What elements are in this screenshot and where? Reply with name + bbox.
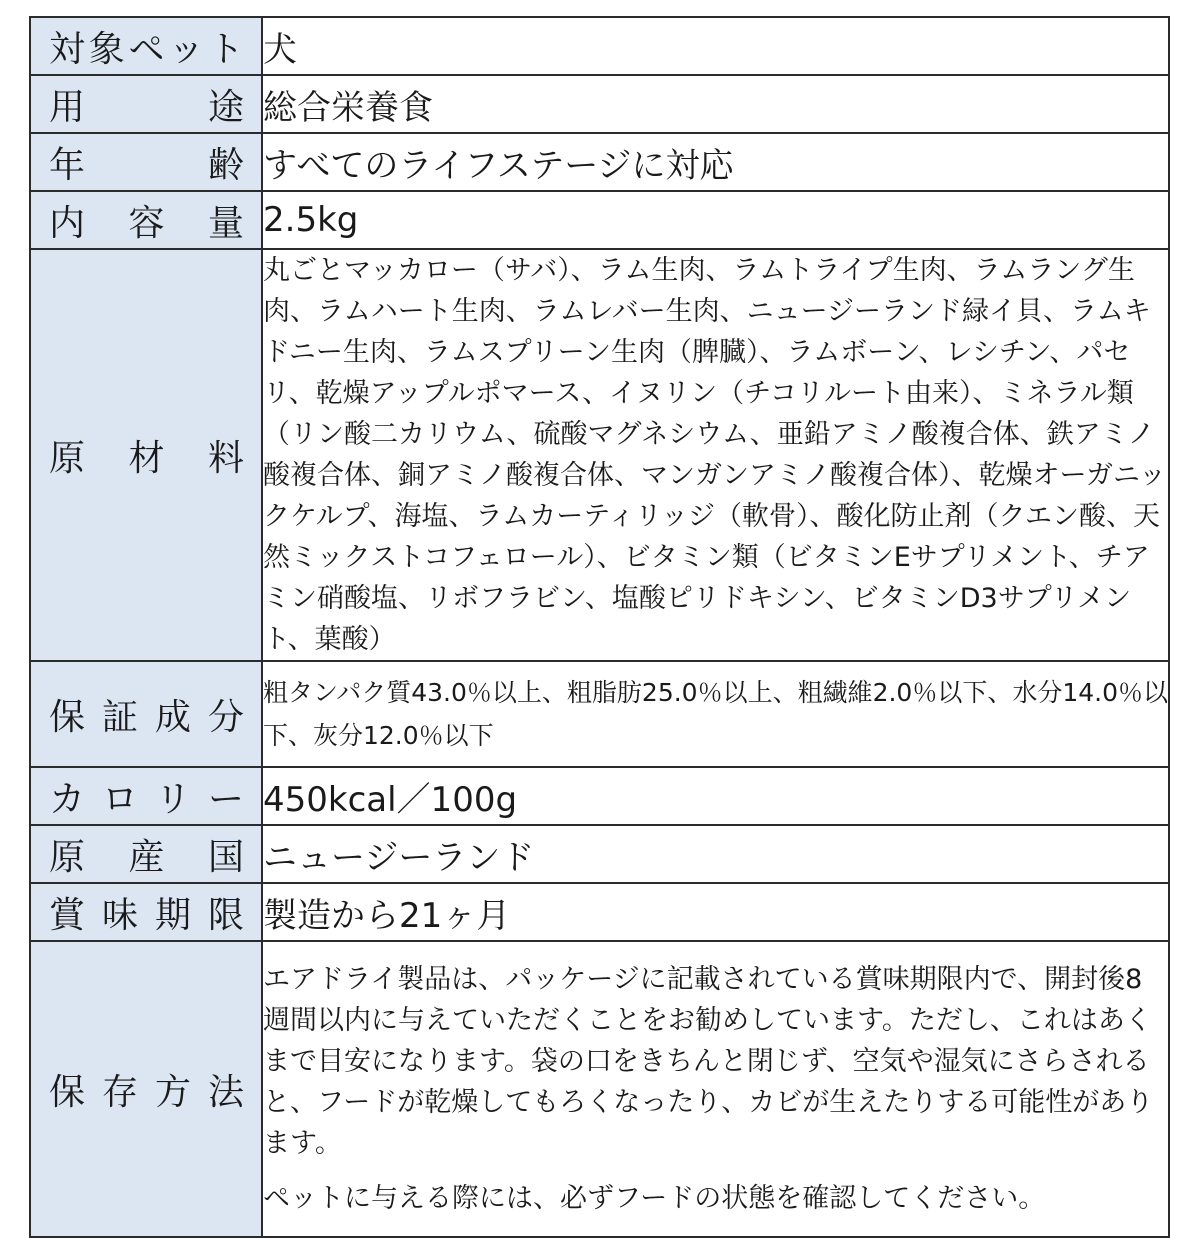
spec-value: 2.5kg	[262, 191, 1169, 249]
spec-label: 原産国	[30, 825, 262, 883]
spec-row-purpose	[30, 75, 1169, 133]
storage-note: ペットに与える際には、必ずフードの状態を確認してください。	[263, 1183, 1046, 1214]
spec-value: 犬	[262, 17, 1169, 75]
spec-row-target-pet	[30, 17, 1169, 75]
spec-row-content	[30, 191, 1169, 249]
spec-row-guaranteed-analysis	[30, 661, 1169, 767]
spec-value: 丸ごとマッカロー（サバ）、ラム生肉、ラムトライプ生肉、ラムラング生肉、ラムハート生肉、ラムレバー生肉、ニュージーランド緑イ貝、ラムキドニー生肉、ラムスプリーン生肉（脾臓）、ラムボーン、レシチン、パセリ、乾燥アップルポマース、イヌリン（チコリルート由来）、ミネラル類（リン酸二カリウム、硫酸マグネシウム、亜鉛アミノ酸複合体、鉄アミノ酸複合体、銅アミノ酸複合体、マンガンアミノ酸複合体）、乾燥オーガニックケルプ、海塩、ラムカーティリッジ（軟骨）、酸化防止剤（クエン酸、天然ミックストコフェロール）、ビタミン類（ビタミンEサプリメント、チアミン硝酸塩、リボフラビン、塩酸ピリドキシン、ビタミンD3サプリメント、葉酸）	[262, 249, 1169, 661]
spec-label: 対象ペット	[30, 17, 262, 75]
spec-value: 製造から21ヶ月	[262, 883, 1169, 941]
spec-label: 内容量	[30, 191, 262, 249]
spec-value: ニュージーランド	[262, 825, 1169, 883]
spec-row-storage	[30, 941, 1169, 1237]
spec-value: 総合栄養食	[262, 75, 1169, 133]
spec-row-best-before	[30, 883, 1169, 941]
spec-row-age	[30, 133, 1169, 191]
spec-row-ingredients	[30, 249, 1169, 661]
storage-instructions: エアドライ製品は、パッケージに記載されている賞味期限内で、開封後8週間以内に与えていただくことをお勧めしています。ただし、これはあくまで目安になります。袋の口をきちんと閉じず、空気や湿気にさらされると、フードが乾燥してもろくなったり、カビが生えたりする可能性があります。	[263, 964, 1154, 1159]
spec-label: 年 齢	[30, 133, 262, 191]
spec-row-calories	[30, 767, 1169, 825]
spec-value: 450kcal／100g	[262, 767, 1169, 825]
spec-value: すべてのライフステージに対応	[262, 133, 1169, 191]
spec-row-origin	[30, 825, 1169, 883]
spec-value: 粗タンパク質43.0％以上、粗脂肪25.0％以上、粗繊維2.0％以下、水分14.0％以下、灰分12.0％以下	[262, 661, 1169, 767]
spec-label: 保証成分	[30, 661, 262, 767]
spec-label: カロリー	[30, 767, 262, 825]
spec-label: 用 途	[30, 75, 262, 133]
spec-label: 賞味期限	[30, 883, 262, 941]
product-spec-table	[29, 16, 1170, 1238]
spec-label: 保存方法	[30, 941, 262, 1237]
spec-value	[262, 941, 1169, 1237]
spec-label: 原材料	[30, 249, 262, 661]
